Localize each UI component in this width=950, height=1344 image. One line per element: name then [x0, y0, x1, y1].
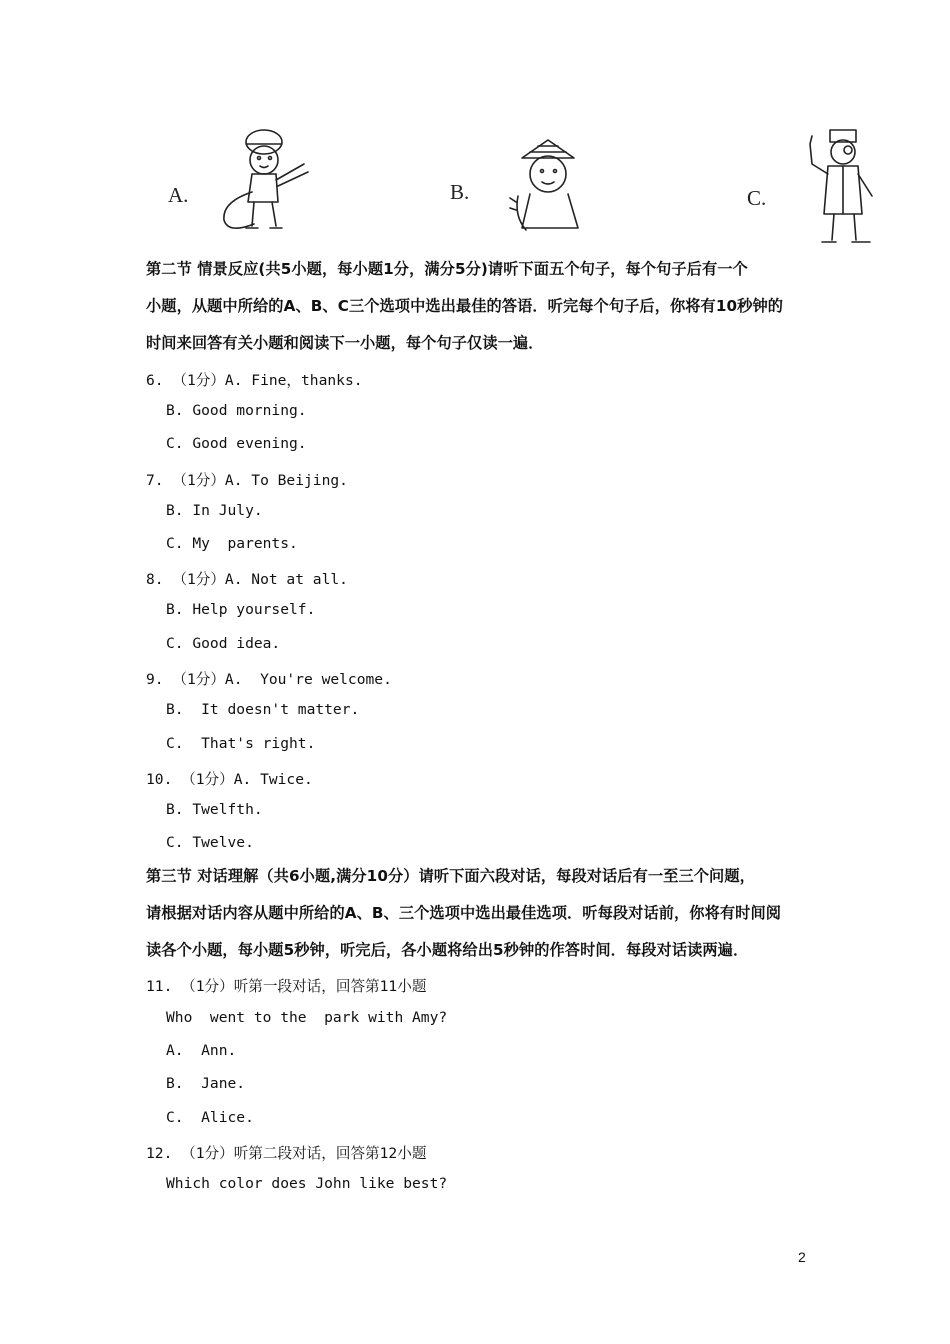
question-6-option-c: C. Good evening.	[166, 435, 307, 452]
question-11-option-a: A. Ann.	[166, 1042, 237, 1059]
page-number: 2	[798, 1249, 806, 1265]
picture-label-a: A.	[168, 183, 189, 207]
question-7-option-c: C. My parents.	[166, 535, 298, 552]
question-10-option-c: C. Twelve.	[166, 834, 254, 851]
doctor-icon	[806, 124, 886, 248]
question-11-text: Who went to the park with Amy?	[166, 1009, 448, 1026]
question-11-option-b: B. Jane.	[166, 1075, 246, 1092]
picture-label-b: B.	[450, 180, 470, 204]
question-10-option-b: B. Twelfth.	[166, 801, 263, 818]
question-11-stem: 11. （1分）听第一段对话，回答第11小题	[146, 978, 427, 995]
question-6-option-b: B. Good morning.	[166, 402, 307, 419]
question-12-stem: 12. （1分）听第二段对话，回答第12小题	[146, 1145, 427, 1162]
section2-line: 第二节 情景反应(共5小题，每小题1分，满分5分)请听下面五个句子，每个句子后有一个	[146, 260, 748, 278]
question-7-option-b: B. In July.	[166, 502, 263, 519]
section3-line: 读各个小题，每小题5秒钟，听完后，各小题将给出5秒钟的作答时间．每段对话读两遍．	[146, 941, 749, 959]
question-8-option-c: C. Good idea.	[166, 635, 281, 652]
question-11-option-c: C. Alice.	[166, 1109, 254, 1126]
section3-line: 请根据对话内容从题中所给的A、B、三个选项中选出最佳选项．听每段对话前，你将有时间阅	[146, 904, 782, 922]
question-8-stem: 8. （1分）A. Not at all.	[146, 571, 348, 588]
section2-line: 小题，从题中所给的A、B、C三个选项中选出最佳的答语．听完每个句子后，你将有10秒钟的	[146, 297, 784, 315]
question-8-option-b: B. Help yourself.	[166, 601, 316, 618]
question-9-option-b: B. It doesn't matter.	[166, 701, 360, 718]
picture-label-c: C.	[747, 186, 767, 210]
section3-line: 第三节 对话理解（共6小题,满分10分）请听下面六段对话，每段对话后有一至三个问题，	[146, 867, 755, 885]
question-12-text: Which color does John like best?	[166, 1175, 448, 1192]
section2-line: 时间来回答有关小题和阅读下一小题，每个句子仅读一遍．	[146, 334, 544, 352]
question-9-stem: 9. （1分）A. You're welcome.	[146, 671, 392, 688]
farmer-icon	[502, 136, 592, 236]
question-9-option-c: C. That's right.	[166, 735, 316, 752]
question-10-stem: 10. （1分）A. Twice.	[146, 771, 313, 788]
question-6-stem: 6. （1分）A. Fine，thanks.	[146, 372, 363, 389]
firefighter-icon	[212, 122, 322, 242]
question-7-stem: 7. （1分）A. To Beijing.	[146, 472, 348, 489]
